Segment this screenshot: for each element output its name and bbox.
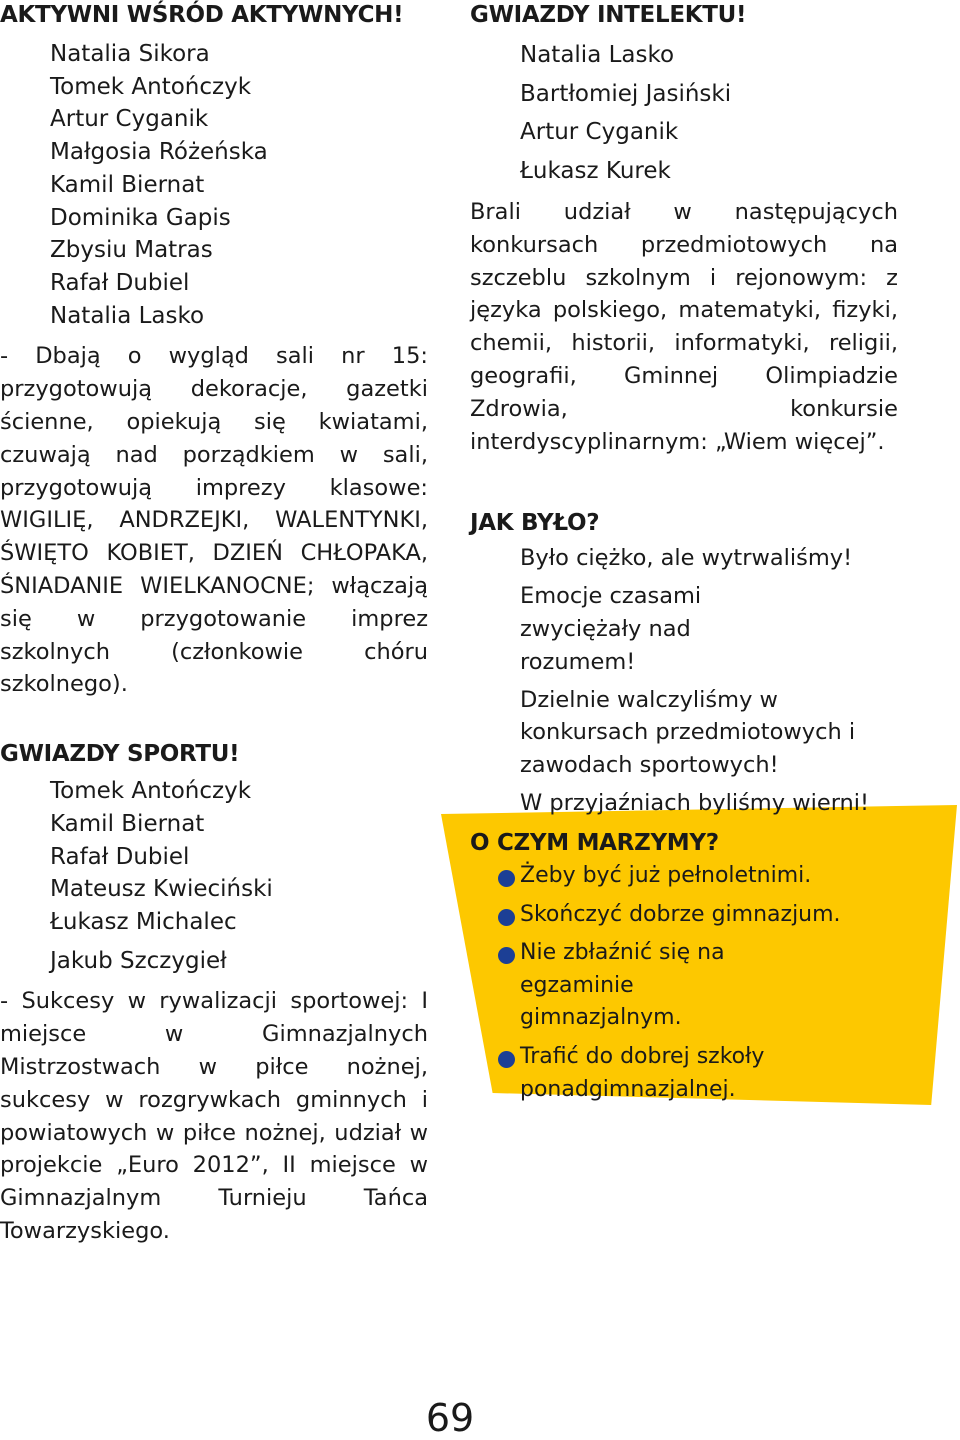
- list-item: W przyjaźniach byliśmy wierni!: [520, 789, 870, 816]
- sport-names-list: [0, 775, 428, 977]
- active-title: AKTYWNI WŚRÓD AKTYWNYCH!: [0, 2, 404, 28]
- active-description: - Dbają o wygląd sali nr 15: przygotowują dekoracje, gazetki ścienne, opiekują się kwiatami, czuwają nad porządkiem w sali, przygotowują imprezy klasowe: WIGILIĘ, ANDRZEJKI, WALENTYNKI, ŚWIĘTO KOBIET, DZIEŃ CHŁOPAKA, ŚNIADANIE WIELKANOCNE; włączają się w przygotowanie imprez szkolnych (członkowie chóru szkolnego).: [0, 343, 428, 698]
- intel-description: Brali udział w następujących konkursach przedmiotowych na szczeblu szkolnym i rejonowym: z języka polskiego, matematyki, fizyki, chemii, historii, informatyki, religii, geografii, Gminnej Olimpiadzie Zdrowia, konkursie interdyscyplinarnym: „Wiem więcej”.: [470, 199, 898, 455]
- list-item: Artur Cyganik: [50, 106, 209, 133]
- sport-title: GWIAZDY SPORTU!: [0, 741, 240, 768]
- list-item: Skończyć dobrze gimnazjum.: [470, 899, 910, 932]
- list-item: Dzielnie walczyliśmy w konkursach przedmiotowych i zawodach sportowych!: [520, 686, 856, 779]
- jak-title: JAK BYŁO?: [470, 510, 600, 537]
- list-item: Zbysiu Matras: [50, 237, 213, 264]
- jak-bylo-section: [470, 508, 898, 819]
- list-item: Łukasz Michalec: [50, 908, 237, 935]
- list-item: Emocje czasami zwyciężały nad rozumem!: [520, 583, 702, 675]
- intel-title: GWIAZDY INTELEKTU!: [470, 2, 747, 28]
- sport-description: - Sukcesy w rywalizacji sportowej: I miejsce w Gimnazjalnych Mistrzostwach w piłce nożnej, sukcesy w rozgrywkach gminnych i powiatowych w piłce nożnej, udział w projekcie „Euro 2012”, II miejsce w Gimnazjalnym Turnieju Tańca Towarzyskiego.: [0, 988, 428, 1244]
- page-number: 69: [425, 1396, 475, 1440]
- list-item: Trafić do dobrej szkoły ponadgimnazjalnej.: [470, 1041, 910, 1106]
- list-item: Żeby być już pełnoletnimi.: [470, 860, 910, 893]
- list-item: Tomek Antończyk: [50, 778, 252, 805]
- list-item: Kamil Biernat: [50, 171, 205, 198]
- right-column: [470, 0, 898, 825]
- dreams-list: [470, 860, 910, 1106]
- left-column: [0, 0, 428, 1248]
- list-item: Małgosia Różeńska: [50, 139, 268, 166]
- list-item: Natalia Sikora: [50, 41, 210, 67]
- dreams-title: O CZYM MARZYMY?: [470, 830, 719, 856]
- list-item: Dominika Gapis: [50, 204, 231, 231]
- list-item: Kamil Biernat: [50, 810, 205, 837]
- list-item: Natalia Lasko: [520, 42, 675, 68]
- list-item: Nie zbłaźnić się na egzaminie gimnazjalnym.: [470, 937, 910, 1035]
- list-item: Bartłomiej Jasiński: [520, 80, 732, 107]
- bullet-icon: [498, 947, 515, 964]
- list-item: Natalia Lasko: [50, 302, 205, 329]
- list-item: Mateusz Kwieciński: [50, 876, 273, 903]
- list-item: Tomek Antończyk: [50, 73, 252, 100]
- list-item: Rafał Dubiel: [50, 269, 190, 296]
- intel-names-list: [470, 36, 898, 190]
- list-item: Było ciężko, ale wytrwaliśmy!: [520, 545, 853, 572]
- bullet-icon: [498, 909, 515, 926]
- list-item: Łukasz Kurek: [520, 157, 671, 184]
- dreams-section: [470, 828, 910, 1112]
- bullet-icon: [498, 870, 515, 887]
- list-item: Rafał Dubiel: [50, 843, 190, 870]
- active-names-list: [0, 38, 428, 332]
- bullet-icon: [498, 1051, 515, 1068]
- list-item: Jakub Szczygieł: [50, 947, 227, 974]
- list-item: Artur Cyganik: [520, 119, 679, 145]
